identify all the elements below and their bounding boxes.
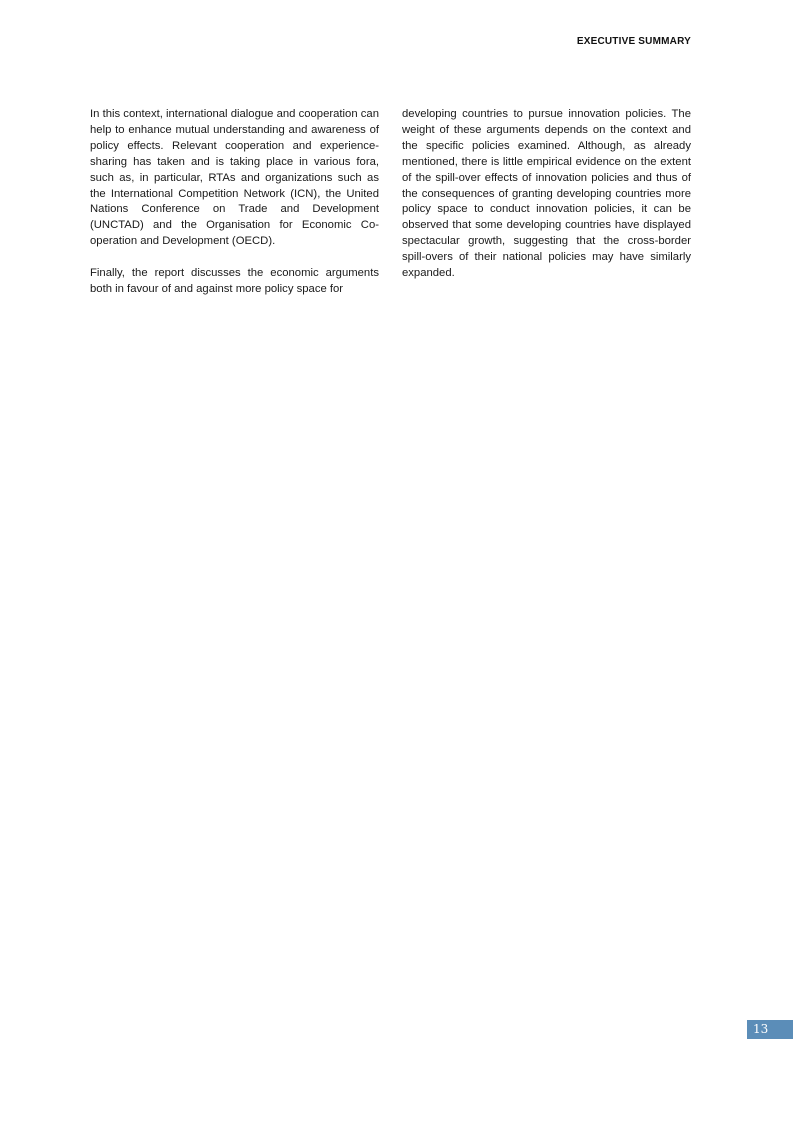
running-header: EXECUTIVE SUMMARY xyxy=(576,36,691,47)
paragraph-developing-countries: developing countries to pursue innovation policies. The weight of these arguments depends on the context and the specific policies examined. Although, as already mentioned, there is little empirical evidence on the extent of the spill-over effects of innovation policies and thus of the consequences of granting developing countries more policy space to conduct innovation policies, it can be observed that some developing countries have displayed spectacular growth, suggesting that the cross-border spill-overs of their national policies may have similarly expanded. xyxy=(402,108,691,280)
page-number-badge: 13 xyxy=(747,1020,793,1039)
left-column xyxy=(90,107,379,314)
paragraph-international-dialogue: In this context, international dialogue and cooperation can help to enhance mutual understanding and awareness of policy effects. Relevant cooperation and experience-sharing has taken and is taking place in various fora, such as, in particular, RTAs and organizations such as the International Competition Network (ICN), the United Nations Conference on Trade and Development (UNCTAD) and the Organisation for Economic Co-operation and Development (OECD). xyxy=(90,108,379,248)
right-column xyxy=(402,107,691,314)
body-columns xyxy=(90,107,691,314)
paragraph-policy-space-arguments: Finally, the report discusses the economic arguments both in favour of and against more policy space for xyxy=(90,267,379,296)
